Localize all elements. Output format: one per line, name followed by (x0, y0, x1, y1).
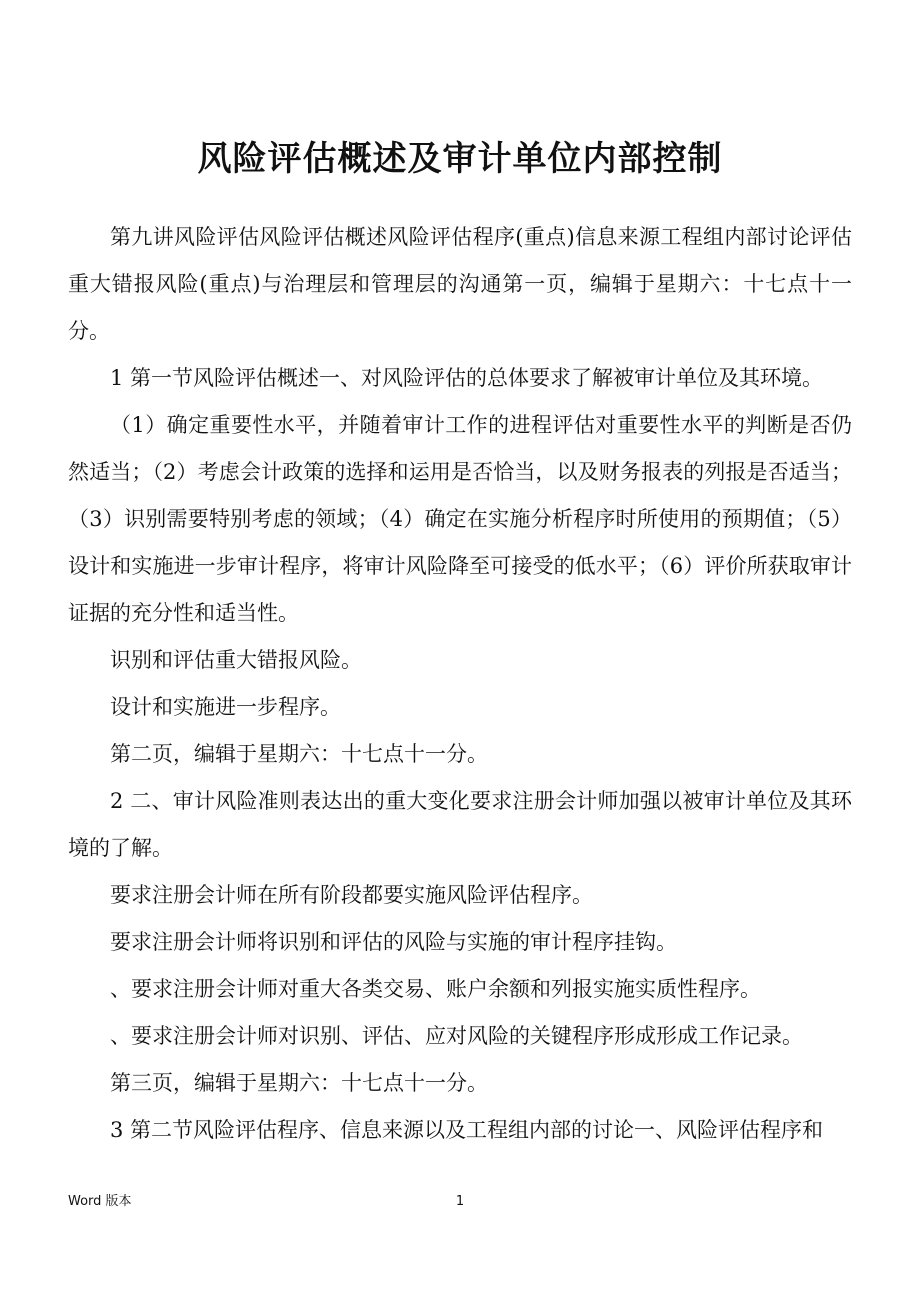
paragraph-7: 2 二、审计风险准则表达出的重大变化要求注册会计师加强以被审计单位及其环境的了解。 (68, 789, 852, 860)
paragraph-4: 识别和评估重大错报风险。 (110, 648, 362, 672)
paragraph-13: 3 第二节风险评估程序、信息来源以及工程组内部的讨论一、风险评估程序和 (110, 1118, 824, 1142)
footer-page-number: 1 (455, 1194, 465, 1209)
paragraph-10: 、要求注册会计师对重大各类交易、账户余额和列报实施实质性程序。 (110, 977, 761, 1001)
paragraph-3: （1）确定重要性水平，并随着审计工作的进程评估对重要性水平的判断是否仍然适当；（2）考虑会计政策的选择和运用是否恰当，以及财务报表的列报是否适当；（3）识别需要特别考虑的领域；（4）确定在实施分析程序时所使用的预期值；（5）设计和实施进一步审计程序，将审计风险降至可接受的低水平；（6）评价所获取审计证据的充分性和适当性。 (68, 413, 852, 625)
document-title: 风险评估概述及审计单位内部控制 (197, 139, 723, 179)
paragraph-1: 第九讲风险评估风险评估概述风险评估程序(重点)信息来源工程组内部讨论评估重大错报风险(重点)与治理层和管理层的沟通第一页，编辑于星期六：十七点十一分。 (68, 225, 852, 343)
document-body (68, 214, 852, 1154)
paragraph-8: 要求注册会计师在所有阶段都要实施风险评估程序。 (110, 883, 593, 907)
paragraph-2: 1 第一节风险评估概述一、对风险评估的总体要求了解被审计单位及其环境。 (110, 366, 824, 390)
paragraph-11: 、要求注册会计师对识别、评估、应对风险的关键程序形成形成工作记录。 (110, 1024, 803, 1048)
paragraph-9: 要求注册会计师将识别和评估的风险与实施的审计程序挂钩。 (110, 930, 677, 954)
paragraph-12: 第三页，编辑于星期六：十七点十一分。 (110, 1071, 488, 1095)
paragraph-5: 设计和实施进一步程序。 (110, 695, 341, 719)
footer-label: Word 版本 (68, 1194, 132, 1209)
paragraph-6: 第二页，编辑于星期六：十七点十一分。 (110, 742, 488, 766)
